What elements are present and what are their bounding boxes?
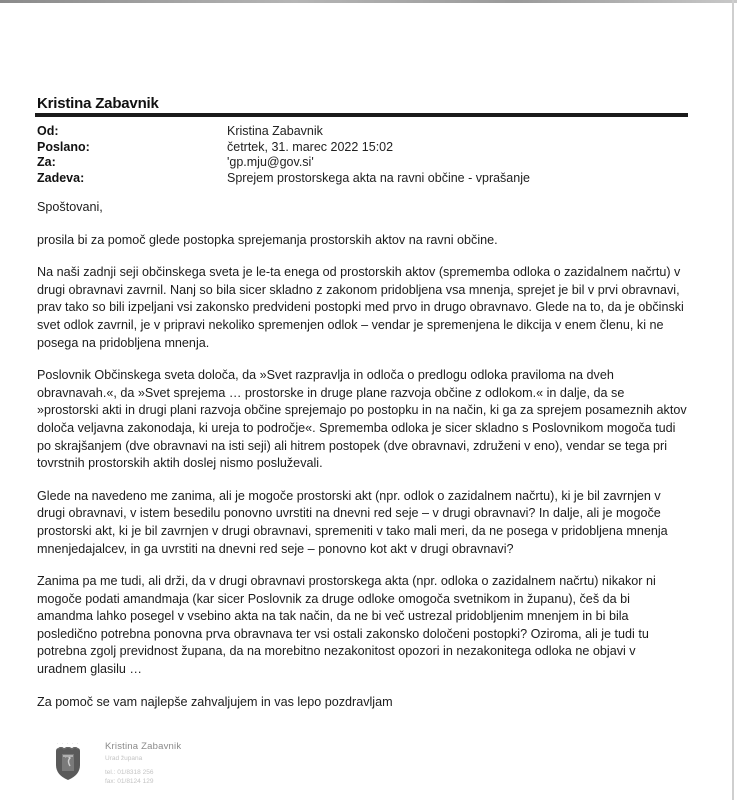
header-label: Od: [37,124,59,138]
signature-role: Urad župana [105,755,143,763]
body-paragraph: Poslovnik Občinskega sveta določa, da »Svet razpravlja in odloča o predlogu odloka praviloma na dveh obravnavah.«, da »Svet sprejema … prostorske in druge plane razvoja občine z odlokom.« in dalje, da se »prostorski akti in drugi plani razvoja občine sprejemajo po postopku in na način, ki ga za sprejem posameznih aktov določa veljavna zakonodaja, ki ureja to področje«. Sprememba odloka je sicer skladno s Poslovnikom mogoča tudi po skrajšanjem (dve obravnavi na isti seji) ali hitrem postopek (dve obravnavi, združeni v eno), vendar se tega pri tovrstnih prostorskih aktih doslej nismo posluževali. [37,368,687,471]
coat-of-arms-icon [53,747,83,781]
body-paragraph: Zanima pa me tudi, ali drži, da v drugi obravnavi prostorskega akta (npr. odloka o zazidalnem načrtu) nikakor ni mogoče podati amandmaja (kar sicer Poslovnik za druge odloke omogoča svetnikom in županu), češ da bi amandma lahko posegel v vsebino akta na tak način, da ne bi več ustrezal pridobljenim mnenjem in bi bila posledično potrebna ponovna prva obravnava ter vsi ostali zakonsko določeni postopki? Oziroma, ali je tudi tu potrebna zgolj previdnost župana, da na morebitno nezakonitost opozori in nezakonitega odloka ne objavi v uradnem glasilu … [37,574,656,677]
title-divider [35,113,688,117]
header-label: Zadeva: [37,170,85,185]
email-signature [47,741,687,786]
sender-title: Kristina Zabavnik [37,95,159,112]
email-body [37,199,687,711]
crest [47,741,89,781]
scan-top-edge [0,0,737,3]
body-paragraph: Glede na navedeno me zanima, ali je mogoče prostorski akt (npr. odlok o zazidalnem načrtu), ki je bil zavrnjen v drugi obravnavi, v istem besedilu ponovno uvrstiti na dnevni red seje – v drugi obravnavi? In dalje, ali je mogoče prostorski akt, ki je bil zavrnjen v drugi obravnavi, spremeniti v tako mali meri, da ne posega v pridobljena mnenja mnenjedajalcev, in ga uvrstiti na dnevni red seje – ponovno kot akt v drugi obravnavi? [37,488,668,556]
header-label: Za: [37,155,56,169]
signature-text [105,741,181,786]
body-paragraph: prosila bi za pomoč glede postopka sprejemanja prostorskih aktov na ravni občine. [37,232,498,247]
signature-phone: tel.: 01/8318 256 [105,769,154,777]
header-sent [37,140,530,156]
closing: Za pomoč se vam najlepše zahvaljujem in vas lepo pozdravljam [37,694,393,709]
header-to [37,155,530,171]
body-paragraph: Na naši zadnji seji občinskega sveta je le-ta enega od prostorskih aktov (sprememba odloka o zazidalnem načrtu) v drugi obravnavi zavrnil. Nanj so bila sicer skladno z zakonom pridobljena vsa mnenja, sprejet je bil v prvi obravnavi, prav tako so bili izpeljani vsi zakonsko predvideni postopki med prvo in drugo obravnavo. Glede na to, da je občinski svet odlok zavrnil, je v pripravi nekoliko spremenjen odlok – vendar je spremenjena le dikcija v enem členu, ki ne posega na pridobljena mnenja. [37,265,684,350]
header-value: Sprejem prostorskega akta na ravni občine - vprašanje [227,170,530,185]
scan-right-edge [732,0,734,800]
header-subject [37,171,530,187]
header-value: 'gp.mju@gov.si' [227,155,314,169]
header-label: Poslano: [37,139,90,154]
email-content [37,199,687,786]
signature-contacts [105,768,181,786]
signature-fax: fax: 01/8124 129 [105,778,154,786]
header-value: četrtek, 31. marec 2022 15:02 [227,139,394,154]
crest-caption: · · · · · [56,741,80,748]
header-value: Kristina Zabavnik [227,124,323,138]
email-headers [37,124,530,186]
greeting: Spoštovani, [37,200,103,214]
signature-name: Kristina Zabavnik [105,741,182,753]
header-from [37,124,530,140]
